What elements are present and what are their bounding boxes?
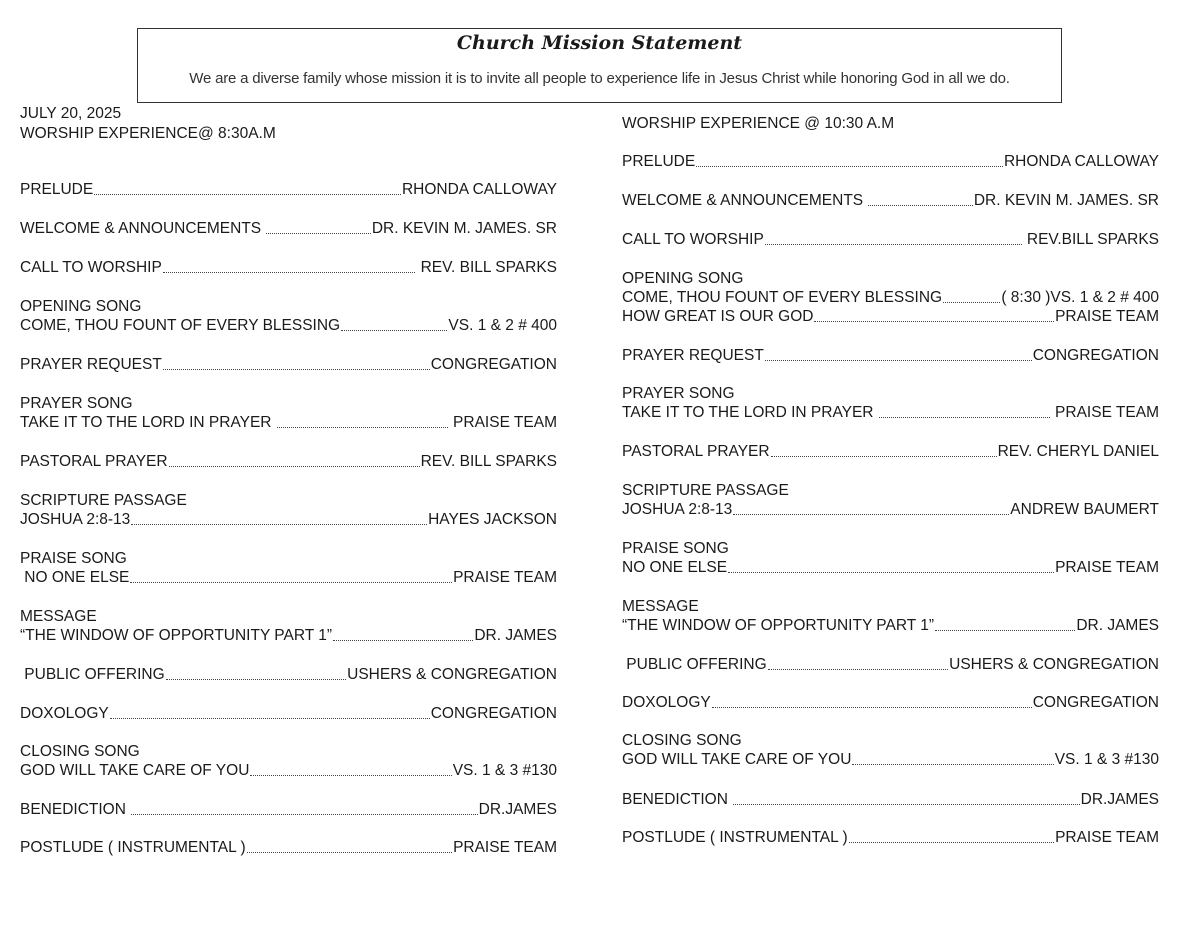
program-item-prayer-request	[20, 355, 557, 374]
program-line	[20, 316, 557, 335]
item-label: COME, THOU FOUNT OF EVERY BLESSING	[20, 317, 341, 334]
item-title: PRAISE SONG	[622, 540, 729, 557]
program-line	[20, 761, 557, 780]
item-leader: HAYES JACKSON	[428, 511, 557, 528]
program-item-message	[622, 597, 1159, 635]
program-line	[20, 355, 557, 374]
program-item-scripture-passage	[20, 491, 557, 529]
item-leader: REV. BILL SPARKS	[416, 259, 557, 276]
dot-leader	[868, 205, 972, 206]
item-label: GOD WILL TAKE CARE OF YOU	[20, 762, 250, 779]
program-item-call-to-worship	[20, 258, 557, 277]
late-service-heading: WORSHIP EXPERIENCE @ 10:30 A.M	[622, 115, 895, 132]
program-line	[622, 790, 1159, 809]
program-item-pastoral-prayer	[20, 452, 557, 471]
program-line	[20, 258, 557, 277]
item-label: COME, THOU FOUNT OF EVERY BLESSING	[622, 289, 943, 306]
item-label: JOSHUA 2:8-13	[20, 511, 131, 528]
program-line	[20, 568, 557, 587]
program-line	[20, 413, 557, 432]
dot-leader	[247, 852, 452, 853]
item-label: NO ONE ELSE	[20, 569, 130, 586]
program-line	[622, 346, 1159, 365]
item-title: OPENING SONG	[20, 298, 142, 315]
dot-leader	[250, 775, 451, 776]
dot-leader	[277, 427, 448, 428]
item-leader: DR. KEVIN M. JAMES. SR	[371, 220, 557, 237]
item-leader: VS. 1 & 2 # 400	[448, 317, 557, 334]
item-label: PASTORAL PRAYER	[20, 453, 168, 470]
item-leader: PRAISE TEAM	[448, 414, 557, 431]
program-line	[20, 219, 557, 238]
dot-leader	[163, 369, 430, 370]
mission-text: We are a diverse family whose mission it is to invite all people to experience life in Jesus Christ while honoring God in all we do.	[189, 70, 1010, 87]
dot-leader	[131, 524, 427, 525]
program-line	[622, 500, 1159, 519]
program-line	[20, 838, 557, 857]
item-label: TAKE IT TO THE LORD IN PRAYER	[20, 414, 276, 431]
item-label: NO ONE ELSE	[622, 559, 728, 576]
item-label: JOSHUA 2:8-13	[622, 501, 733, 518]
item-label: DOXOLOGY	[20, 705, 109, 722]
program-item-prayer-request	[622, 346, 1159, 365]
item-label: BENEDICTION	[20, 801, 131, 818]
item-leader: DR. JAMES	[1076, 617, 1159, 634]
item-leader: VS. 1 & 3 #130	[1054, 751, 1159, 768]
dot-leader	[130, 582, 452, 583]
item-title: CLOSING SONG	[622, 732, 742, 749]
program-line	[20, 665, 557, 684]
program-line	[622, 693, 1159, 712]
program-line	[622, 828, 1159, 847]
program-item-welcome-announcements	[20, 219, 557, 238]
dot-leader	[814, 321, 1054, 322]
program-item-benediction	[20, 800, 557, 819]
item-leader: REV.BILL SPARKS	[1022, 231, 1159, 248]
program-line	[622, 152, 1159, 171]
item-title: SCRIPTURE PASSAGE	[20, 492, 187, 509]
item-title: SCRIPTURE PASSAGE	[622, 482, 789, 499]
dot-leader	[696, 166, 1003, 167]
program-line	[622, 558, 1159, 577]
dot-leader	[131, 814, 477, 815]
item-label: TAKE IT TO THE LORD IN PRAYER	[622, 404, 878, 421]
item-label: POSTLUDE ( INSTRUMENTAL )	[622, 829, 848, 846]
item-leader: CONGREGATION	[430, 356, 557, 373]
program-item-call-to-worship	[622, 230, 1159, 249]
program-item-pastoral-prayer	[622, 442, 1159, 461]
item-title: OPENING SONG	[622, 270, 744, 287]
program-item-doxology	[20, 704, 557, 723]
program-item-public-offering	[20, 665, 557, 684]
dot-leader	[163, 272, 415, 273]
item-label: WELCOME & ANNOUNCEMENTS	[622, 192, 868, 209]
item-leader: PRAISE TEAM	[1055, 829, 1159, 846]
dot-leader	[94, 194, 401, 195]
program-item-postlude-instrumental	[20, 838, 557, 857]
item-leader: REV. CHERYL DANIEL	[997, 443, 1159, 460]
item-label: CALL TO WORSHIP	[20, 259, 162, 276]
item-leader: RHONDA CALLOWAY	[401, 181, 557, 198]
item-label: GOD WILL TAKE CARE OF YOU	[622, 751, 852, 768]
program-item-opening-song	[20, 297, 557, 335]
program-item-closing-song	[622, 731, 1159, 769]
program-item-praise-song	[622, 539, 1159, 577]
program-item-prelude	[622, 152, 1159, 171]
dot-leader	[879, 417, 1050, 418]
dot-leader	[110, 718, 430, 719]
program-line	[20, 452, 557, 471]
dot-leader	[733, 804, 1079, 805]
item-leader: ( 8:30 )VS. 1 & 2 # 400	[1001, 289, 1159, 306]
item-label: “THE WINDOW OF OPPORTUNITY PART 1”	[622, 617, 935, 634]
program-line	[20, 510, 557, 529]
program-line	[20, 704, 557, 723]
mission-statement-box	[137, 28, 1062, 103]
item-leader: USHERS & CONGREGATION	[347, 666, 557, 683]
program-line	[622, 655, 1159, 674]
item-leader: CONGREGATION	[430, 705, 557, 722]
item-leader: CONGREGATION	[1032, 347, 1159, 364]
item-leader: VS. 1 & 3 #130	[452, 762, 557, 779]
item-leader: RHONDA CALLOWAY	[1003, 153, 1159, 170]
item-title: MESSAGE	[20, 608, 97, 625]
item-leader: REV. BILL SPARKS	[420, 453, 557, 470]
program-item-prayer-song	[622, 384, 1159, 422]
dot-leader	[333, 640, 473, 641]
item-title: CLOSING SONG	[20, 743, 140, 760]
program-item-closing-song	[20, 742, 557, 780]
early-service-heading: WORSHIP EXPERIENCE@ 8:30A.M	[20, 125, 276, 142]
program-item-doxology	[622, 693, 1159, 712]
program-item-welcome-announcements	[622, 191, 1159, 210]
item-title: MESSAGE	[622, 598, 699, 615]
item-label: “THE WINDOW OF OPPORTUNITY PART 1”	[20, 627, 333, 644]
item-label: PRELUDE	[20, 181, 94, 198]
program-line	[20, 800, 557, 819]
program-item-prelude	[20, 180, 557, 199]
item-title: PRAYER SONG	[20, 395, 133, 412]
service-date: JULY 20, 2025	[20, 105, 122, 122]
program-item-scripture-passage	[622, 481, 1159, 519]
program-line	[622, 191, 1159, 210]
dot-leader	[943, 302, 1000, 303]
item-title: PRAISE SONG	[20, 550, 127, 567]
item-label: WELCOME & ANNOUNCEMENTS	[20, 220, 266, 237]
item-leader: DR. JAMES	[474, 627, 557, 644]
program-line	[20, 626, 557, 645]
item-title: PRAYER SONG	[622, 385, 735, 402]
program-item-postlude-instrumental	[622, 828, 1159, 847]
program-item-message	[20, 607, 557, 645]
item-leader: PRAISE TEAM	[1055, 559, 1159, 576]
item-leader: USHERS & CONGREGATION	[949, 656, 1159, 673]
dot-leader	[728, 572, 1054, 573]
program-item-public-offering	[622, 655, 1159, 674]
dot-leader	[771, 456, 997, 457]
item-label: PUBLIC OFFERING	[20, 666, 165, 683]
item-label: HOW GREAT IS OUR GOD	[622, 308, 814, 325]
item-label: PUBLIC OFFERING	[622, 656, 767, 673]
program-item-opening-song	[622, 269, 1159, 326]
program-line	[622, 750, 1159, 769]
item-leader: DR.JAMES	[478, 801, 557, 818]
item-leader: CONGREGATION	[1032, 694, 1159, 711]
dot-leader	[733, 514, 1009, 515]
item-label: DOXOLOGY	[622, 694, 711, 711]
program-line	[622, 403, 1159, 422]
item-leader: PRAISE TEAM	[453, 569, 557, 586]
dot-leader	[765, 244, 1022, 245]
dot-leader	[765, 360, 1032, 361]
dot-leader	[852, 764, 1053, 765]
item-label: PRAYER REQUEST	[622, 347, 764, 364]
item-leader: DR. KEVIN M. JAMES. SR	[973, 192, 1159, 209]
item-label: POSTLUDE ( INSTRUMENTAL )	[20, 839, 246, 856]
dot-leader	[768, 669, 948, 670]
dot-leader	[849, 842, 1054, 843]
item-leader: PRAISE TEAM	[1055, 308, 1159, 325]
item-label: PRELUDE	[622, 153, 696, 170]
item-leader: PRAISE TEAM	[453, 839, 557, 856]
item-label: PRAYER REQUEST	[20, 356, 162, 373]
dot-leader	[341, 330, 447, 331]
item-label: CALL TO WORSHIP	[622, 231, 764, 248]
dot-leader	[712, 707, 1032, 708]
item-leader: PRAISE TEAM	[1050, 404, 1159, 421]
item-label: PASTORAL PRAYER	[622, 443, 770, 460]
program-line	[622, 442, 1159, 461]
mission-title: Church Mission Statement	[456, 32, 743, 54]
program-item-praise-song	[20, 549, 557, 587]
item-label: BENEDICTION	[622, 791, 733, 808]
dot-leader	[166, 679, 346, 680]
dot-leader	[935, 630, 1075, 631]
item-leader: DR.JAMES	[1080, 791, 1159, 808]
program-line	[20, 180, 557, 199]
program-line	[622, 616, 1159, 635]
dot-leader	[266, 233, 370, 234]
program-item-benediction	[622, 790, 1159, 809]
program-line	[622, 230, 1159, 249]
program-line	[622, 307, 1159, 326]
dot-leader	[169, 466, 420, 467]
program-line	[622, 288, 1159, 307]
program-item-prayer-song	[20, 394, 557, 432]
item-leader: ANDREW BAUMERT	[1010, 501, 1159, 518]
